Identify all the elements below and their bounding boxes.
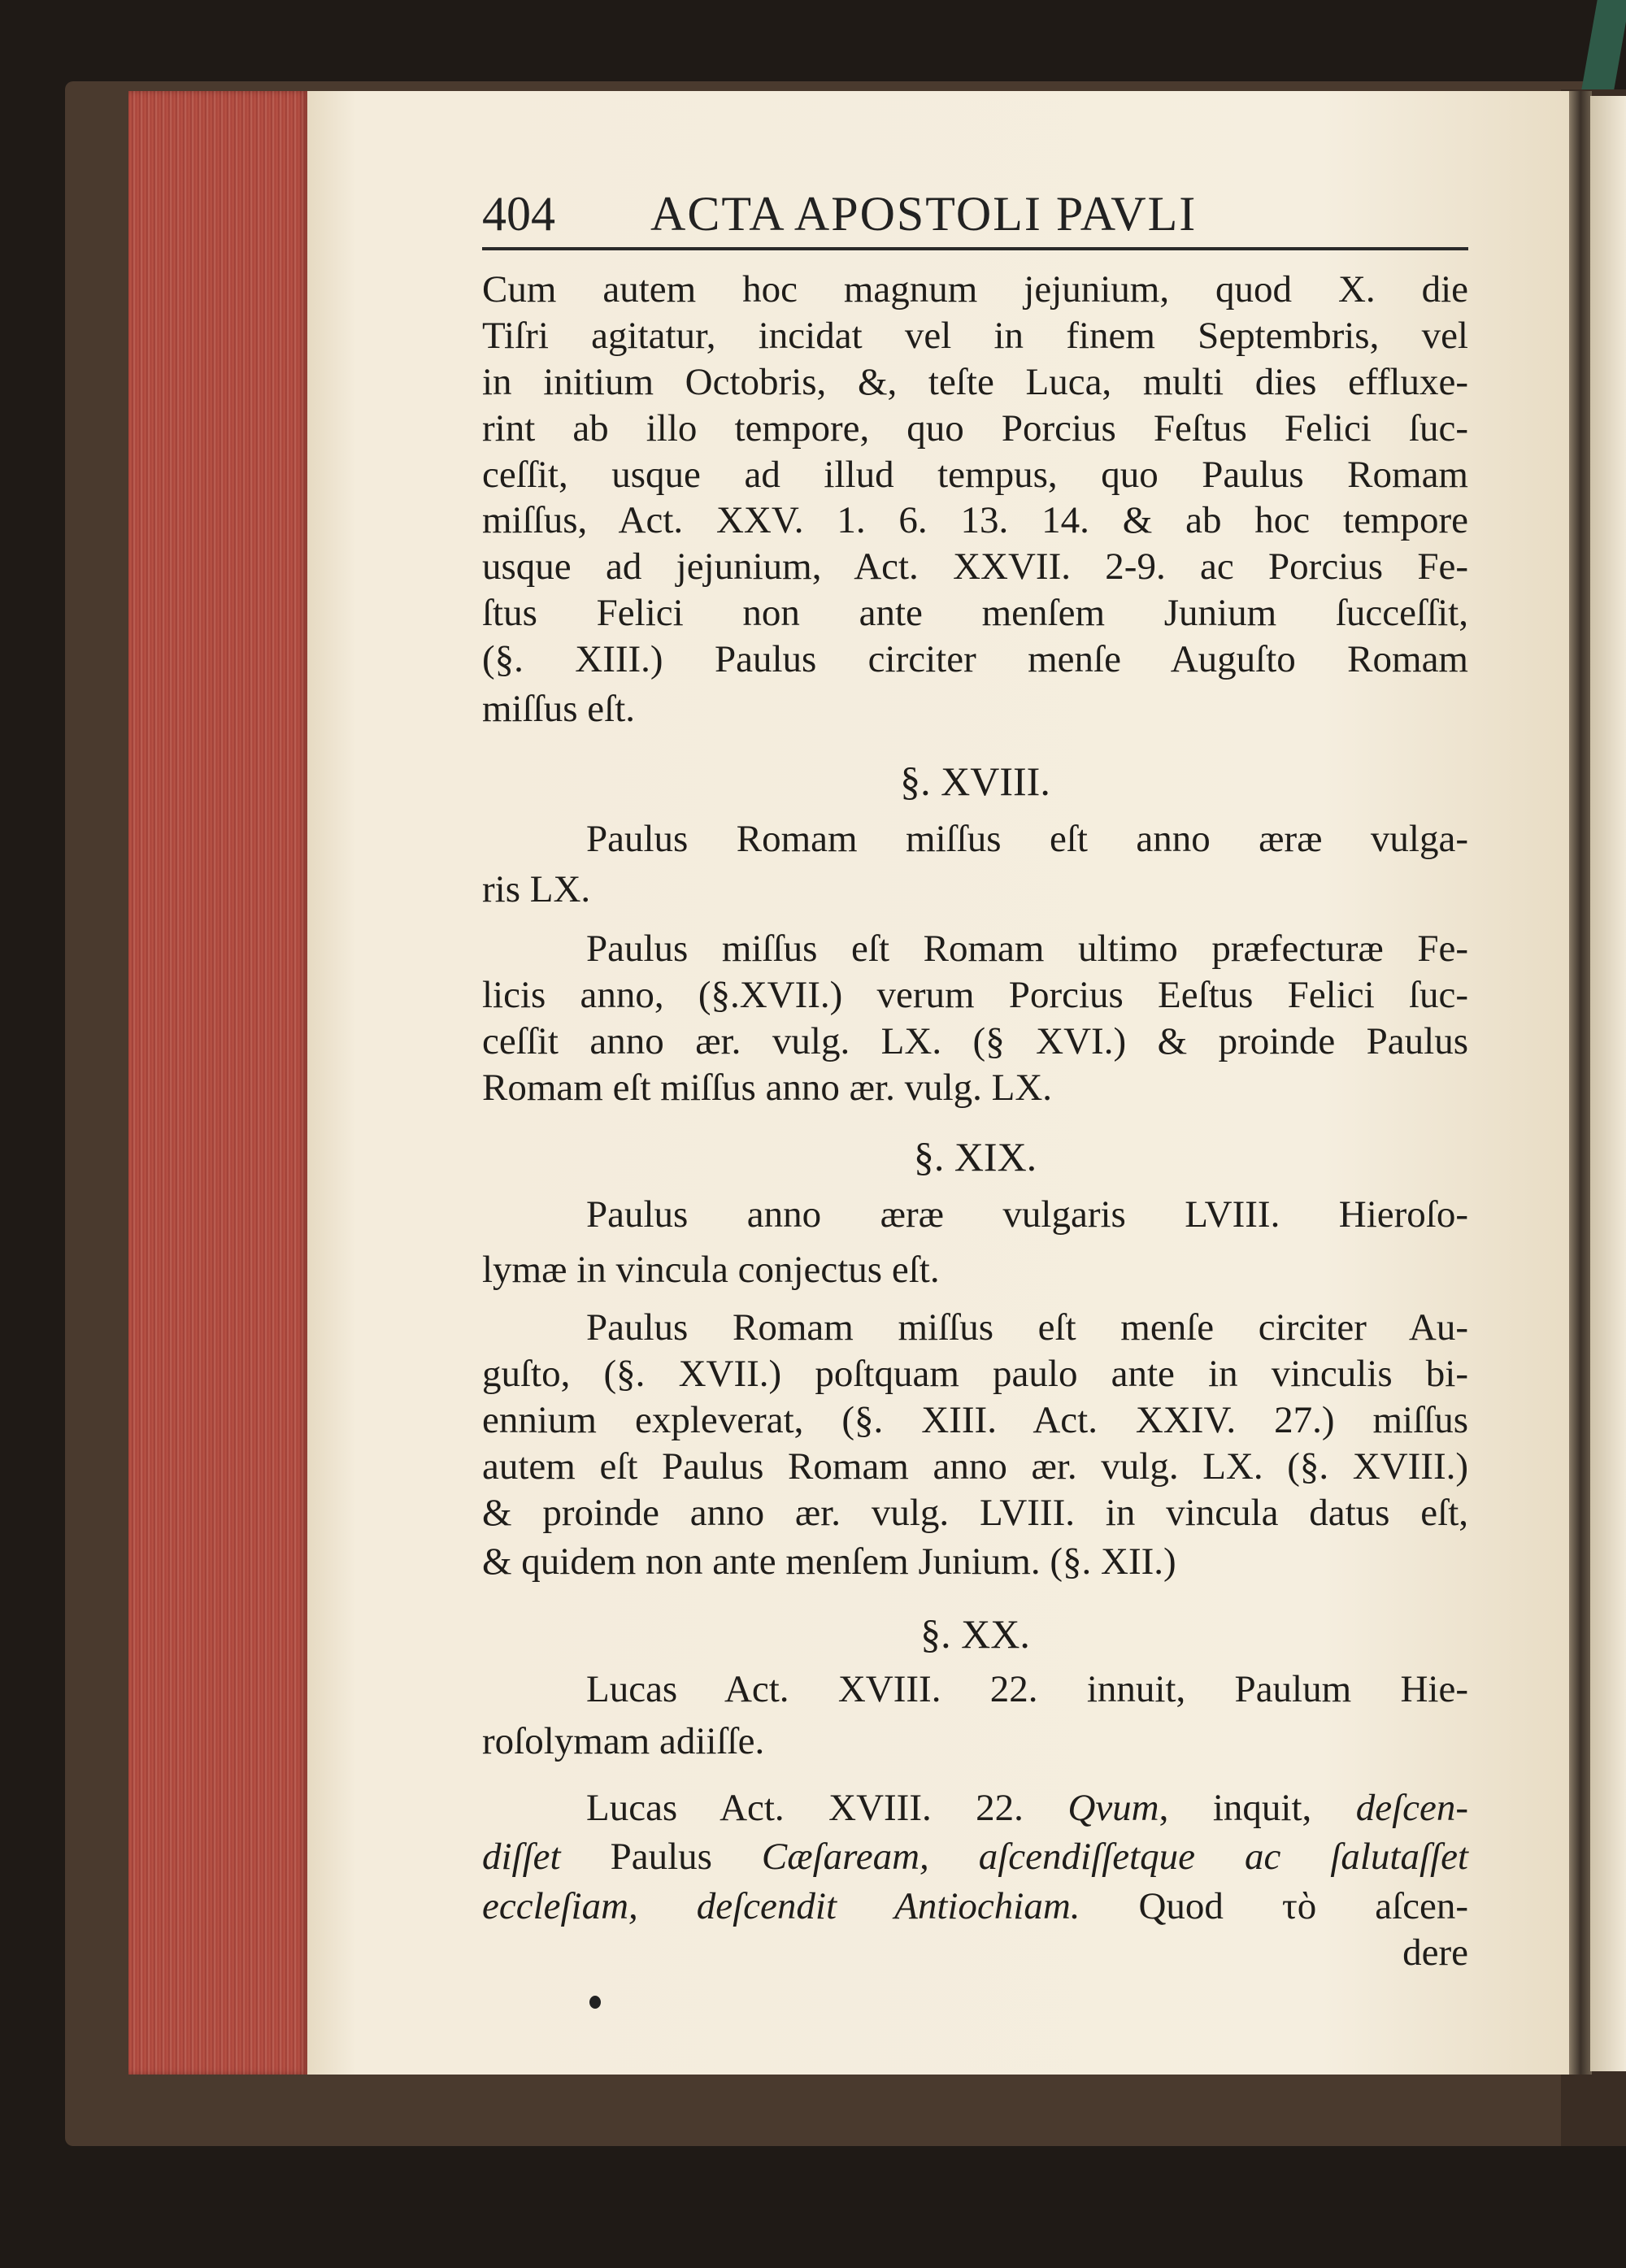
text-segment: Lucas Act. XVIII. 22. (586, 1786, 1068, 1829)
text-line: in initium Octobris, &, teſte Luca, multi dies effluxe- (482, 360, 1468, 403)
text-line: lymæ in vincula conjectus eſt. (482, 1248, 940, 1291)
running-title: ACTA APOSTOLI PAVLI (650, 187, 1198, 241)
section-heading: §. XIX. (913, 1134, 1037, 1180)
text-line: usque ad jejunium, Act. XXVII. 2-9. ac Porcius Fe- (482, 545, 1468, 589)
italic-quote: deſcen- (1355, 1786, 1468, 1829)
text-line: ennium expleverat, (§. XIII. Act. XXIV. 27.) miſſus (482, 1398, 1468, 1441)
text-line: Paulus miſſus eſt Romam ultimo præfecturæ Fe- (586, 928, 1468, 971)
text-line (482, 1883, 1468, 1930)
italic-quote: Qvum (1067, 1786, 1159, 1829)
text-line: Tiſri agitatur, incidat vel in finem Septembris, vel (482, 314, 1468, 357)
text-line: ſtus Felici non ante menſem Junium ſucceſſit, (482, 592, 1468, 635)
text-line: Paulus Romam miſſus eſt anno æræ vulga- (586, 817, 1468, 860)
text-line (482, 1784, 1468, 1831)
text-line: roſolymam adiiſſe. (482, 1719, 765, 1762)
bookmark-ribbon (1581, 0, 1626, 89)
text-line: licis anno, (§.XVII.) verum Porcius Eeſtus Felici ſuc- (482, 973, 1468, 1016)
text-line: miſſus, Act. XXV. 1. 6. 13. 14. & ab hoc tempore (482, 499, 1468, 542)
text-line: ceſſit, usque ad illud tempus, quo Paulus Romam (482, 453, 1468, 496)
text-line: Lucas Act. XVIII. 22. innuit, Paulum Hie- (586, 1667, 1468, 1710)
text-line: guſto, (§. XVII.) poſtquam paulo ante in vinculis bi- (482, 1353, 1468, 1396)
text-line (482, 1833, 1468, 1880)
text-line: ris LX. (482, 868, 591, 911)
italic-quote: diſſet (482, 1836, 561, 1879)
italic-quote: Cæſaream, aſcendiſſetque ac ſalutaſſet (761, 1836, 1468, 1879)
text-segment: , inquit, (1159, 1786, 1356, 1829)
ink-spot (589, 1996, 601, 2009)
text-line: Romam eſt miſſus anno ær. vulg. LX. (482, 1066, 1053, 1109)
text-line: Paulus anno æræ vulgaris LVIII. Hieroſo- (586, 1193, 1468, 1236)
text-line: autem eſt Paulus Romam anno ær. vulg. LX. (§. XVIII.) (482, 1445, 1468, 1488)
text-line: ceſſit anno ær. vulg. LX. (§ XVI.) & proinde Paulus (482, 1019, 1468, 1062)
section-heading: §. XX. (920, 1611, 1030, 1658)
book-gutter (1569, 91, 1592, 2075)
text-segment: Quod τὸ aſcen- (1080, 1884, 1468, 1927)
text-line: Paulus Romam miſſus eſt menſe circiter Au- (586, 1306, 1468, 1349)
text-segment: Paulus (560, 1836, 762, 1879)
section-heading: §. XVIII. (900, 758, 1050, 804)
text-line: (§. XIII.) Paulus circiter menſe Auguſto Romam (482, 638, 1468, 681)
text-line: rint ab illo tempore, quo Porcius Feſtus Felici ſuc- (482, 406, 1468, 450)
text-line: & proinde anno ær. vulg. LVIII. in vincula datus eſt, (482, 1491, 1468, 1534)
page-number: 404 (482, 187, 555, 241)
header-rule (482, 247, 1468, 250)
catchword: dere (1402, 1931, 1468, 1974)
text-line: miſſus eſt. (482, 687, 635, 730)
italic-quote: eccleſiam, deſcendit Antiochiam. (482, 1884, 1080, 1927)
page-edges (128, 91, 309, 2075)
facing-page-edge (1590, 96, 1626, 2071)
text-line: Cum autem hoc magnum jejunium, quod X. die (482, 267, 1468, 311)
text-line: & quidem non ante menſem Junium. (§. XII.) (482, 1540, 1176, 1584)
